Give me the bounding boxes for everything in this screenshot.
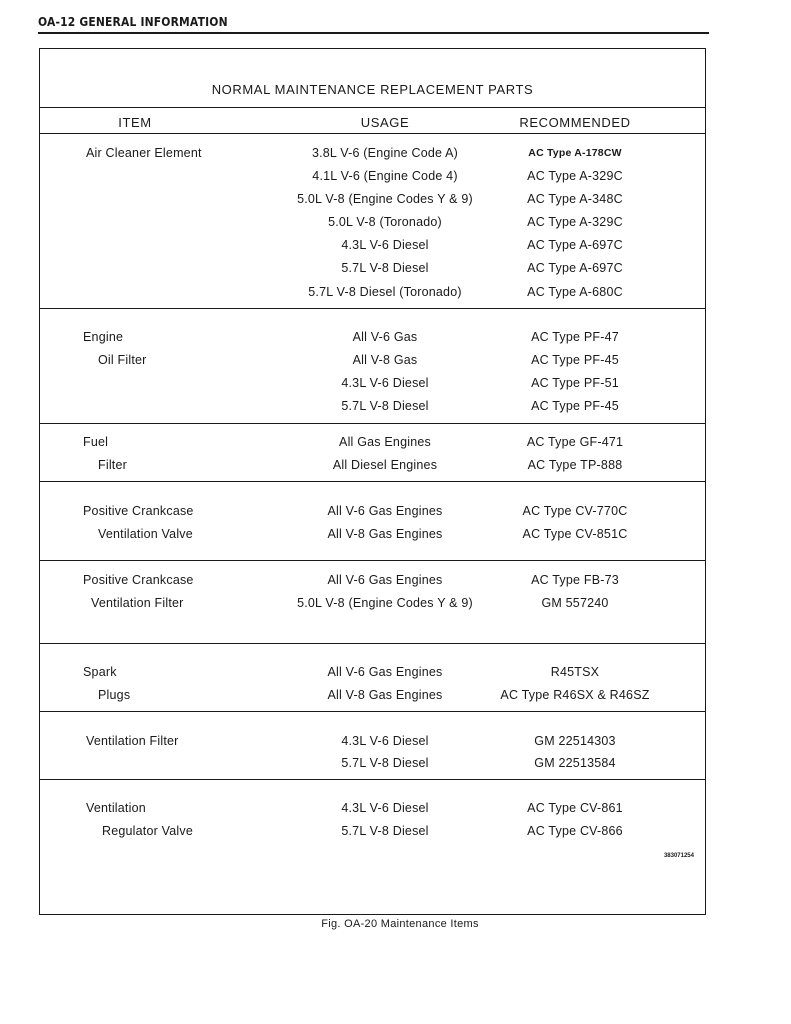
usage-cell: 5.0L V-8 (Toronado) xyxy=(328,215,442,229)
usage-cell: All V-8 Gas Engines xyxy=(327,527,443,541)
group-divider xyxy=(40,308,705,309)
item-label: Spark xyxy=(83,665,117,679)
recommended-cell: AC Type A-680C xyxy=(527,285,623,299)
column-header-recommended: RECOMMENDED xyxy=(519,115,631,130)
usage-cell: 5.7L V-8 Diesel xyxy=(341,824,429,838)
recommended-cell: AC Type PF-47 xyxy=(531,330,619,344)
usage-cell: 4.3L V-6 Diesel xyxy=(341,238,429,252)
recommended-cell: AC Type PF-51 xyxy=(531,376,619,390)
recommended-cell: AC Type TP-888 xyxy=(527,458,623,472)
recommended-cell: AC Type A-178CW xyxy=(528,147,622,159)
item-label: Plugs xyxy=(98,688,131,702)
header-divider xyxy=(40,133,705,134)
usage-cell: 5.7L V-8 Diesel xyxy=(341,756,429,770)
recommended-cell: AC Type CV-866 xyxy=(527,824,623,838)
item-label: Ventilation Filter xyxy=(86,734,179,748)
parts-table-frame xyxy=(39,48,706,915)
recommended-cell: AC Type A-329C xyxy=(527,215,623,229)
recommended-cell: AC Type A-329C xyxy=(527,169,623,183)
group-divider xyxy=(40,643,705,644)
recommended-cell: AC Type FB-73 xyxy=(531,573,619,587)
recommended-cell: AC Type CV-851C xyxy=(522,527,628,541)
recommended-cell: GM 557240 xyxy=(541,596,609,610)
group-divider xyxy=(40,423,705,424)
usage-cell: All V-6 Gas xyxy=(352,330,418,344)
recommended-cell: AC Type GF-471 xyxy=(526,435,624,449)
usage-cell: 5.7L V-8 Diesel xyxy=(341,261,429,275)
usage-cell: 4.3L V-6 Diesel xyxy=(341,801,429,815)
page-header: OA-12 GENERAL INFORMATION xyxy=(38,14,228,29)
item-label: Ventilation Filter xyxy=(91,596,184,610)
usage-cell: All V-6 Gas Engines xyxy=(327,504,443,518)
item-label: Filter xyxy=(98,458,127,472)
usage-cell: All V-8 Gas xyxy=(352,353,418,367)
recommended-cell: AC Type PF-45 xyxy=(531,353,619,367)
item-label: Positive Crankcase xyxy=(83,504,194,518)
item-label: Ventilation xyxy=(86,801,146,815)
recommended-cell: GM 22514303 xyxy=(534,734,616,748)
recommended-cell: AC Type R46SX & R46SZ xyxy=(500,688,650,702)
usage-cell: All V-6 Gas Engines xyxy=(327,573,443,587)
usage-cell: 5.0L V-8 (Engine Codes Y & 9) xyxy=(297,192,473,206)
title-divider xyxy=(40,107,705,108)
item-label: Regulator Valve xyxy=(102,824,194,838)
item-label: Fuel xyxy=(83,435,109,449)
usage-cell: 3.8L V-6 (Engine Code A) xyxy=(311,146,459,160)
recommended-cell: AC Type CV-770C xyxy=(522,504,628,518)
recommended-cell: AC Type CV-861 xyxy=(527,801,623,815)
recommended-cell: R45TSX xyxy=(550,665,600,679)
usage-cell: 5.7L V-8 Diesel (Toronado) xyxy=(308,285,462,299)
table-title: NORMAL MAINTENANCE REPLACEMENT PARTS xyxy=(211,82,534,97)
usage-cell: All Gas Engines xyxy=(339,435,431,449)
column-header-usage: USAGE xyxy=(360,115,410,130)
item-label: Ventilation Valve xyxy=(98,527,193,541)
usage-cell: 4.3L V-6 Diesel xyxy=(341,376,429,390)
group-divider xyxy=(40,481,705,482)
usage-cell: All Diesel Engines xyxy=(332,458,438,472)
item-label: Engine xyxy=(83,330,124,344)
header-rule xyxy=(38,32,709,34)
usage-cell: 4.3L V-6 Diesel xyxy=(341,734,429,748)
recommended-cell: AC Type A-697C xyxy=(527,238,623,252)
recommended-cell: GM 22513584 xyxy=(534,756,616,770)
usage-cell: 4.1L V-6 (Engine Code 4) xyxy=(312,169,458,183)
group-divider xyxy=(40,560,705,561)
item-label: Positive Crankcase xyxy=(83,573,194,587)
usage-cell: 5.7L V-8 Diesel xyxy=(341,399,429,413)
item-label: Air Cleaner Element xyxy=(86,146,202,160)
group-divider xyxy=(40,779,705,780)
recommended-cell: AC Type A-697C xyxy=(527,261,623,275)
group-divider xyxy=(40,711,705,712)
usage-cell: 5.0L V-8 (Engine Codes Y & 9) xyxy=(297,596,473,610)
usage-cell: All V-8 Gas Engines xyxy=(327,688,443,702)
recommended-cell: AC Type A-348C xyxy=(527,192,623,206)
item-label: Oil Filter xyxy=(98,353,147,367)
recommended-cell: AC Type PF-45 xyxy=(531,399,619,413)
usage-cell: All V-6 Gas Engines xyxy=(327,665,443,679)
column-header-item: ITEM xyxy=(118,115,152,130)
figure-caption: Fig. OA-20 Maintenance Items xyxy=(321,918,479,930)
image-code: 383071254 xyxy=(663,853,694,859)
